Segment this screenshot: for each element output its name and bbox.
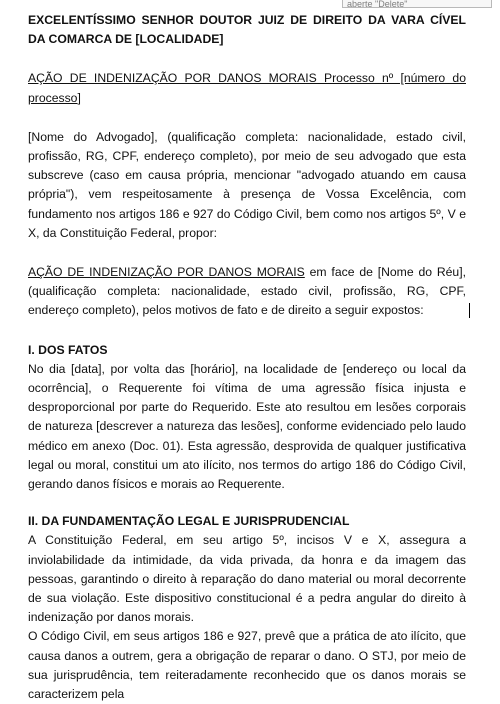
action-paragraph	[28, 263, 466, 321]
spacer	[28, 243, 466, 263]
section-2-paragraph-2: O Código Civil, em seus artigos 186 e 927, prevê que a prática de ato ilícito, que causa danos a outrem, gera a obrigação de reparar o dano. O STJ, por meio de sua jurisprudência, tem reiteradamente reconhecido que os danos morais se caracterizem pela	[28, 629, 466, 702]
spacer	[28, 321, 466, 341]
document-page	[28, 11, 466, 704]
section-1-title: I. DOS FATOS	[28, 342, 108, 357]
intro-paragraph: [Nome do Advogado], (qualificação completa: nacionalidade, estado civil, profissão, RG, CPF, endereço completo), por meio de seu advogado que esta subscreve (caso em causa própria, mencionar "advogado atuando em causa própria"), vem respeitosamente à presença de Vossa Excelência, com fundamento nos artigos 186 e 927 do Código Civil, bem como nos artigos 5º, V e X, da Constituição Federal, propor:	[28, 129, 466, 240]
action-phrase: AÇÃO DE INDENIZAÇÃO POR DANOS MORAIS	[28, 265, 305, 280]
document-heading: EXCELENTÍSSIMO SENHOR DOUTOR JUIZ DE DIREITO DA VARA CÍVEL DA COMARCA DE [LOCALIDADE]	[28, 13, 466, 47]
spacer	[28, 108, 466, 128]
action-rest: em face de [Nome do Réu], (qualificação completa: nacionalidade, estado civil, profissão, RG, CPF, endereço completo), pelos motivos de fato e de direito a seguir expostos:	[28, 265, 466, 318]
section-2-paragraph-1: A Constituição Federal, em seu artigo 5º, incisos V e X, assegura a inviolabilidade da intimidade, da vida privada, da honra e da imagem das pessoas, garantindo o direito à reparação do dano material ou moral decorrente de sua violação. Este dispositivo constitucional é a pedra angular do direito à indenização por danos morais.	[28, 533, 466, 625]
spacer	[28, 49, 466, 69]
action-title: AÇÃO DE INDENIZAÇÃO POR DANOS MORAIS Processo nº [número do processo]	[28, 71, 466, 105]
delete-hint-tooltip: aberte "Delete"	[342, 0, 492, 8]
spacer	[28, 494, 466, 512]
section-1-text[interactable]: No dia [data], por volta das [horário], na localidade de [endereço ou local da ocorrência], o Requerente foi vítima de uma agressão física injusta e desproporcional por parte do Requerido. Este ato resultou em lesões corporais de natureza [descrever a natureza das lesões], conforme evidenciado pelo laudo médico em anexo (Doc. 01). Esta agressão, desprovida de qualquer justificativa legal ou moral, constitui um ato ilícito, nos termos do artigo 186 do Código Civil, gerando danos físicos e morais ao Requerente.	[28, 361, 466, 492]
text-cursor	[469, 303, 470, 318]
section-2-title: II. DA FUNDAMENTAÇÃO LEGAL E JURISPRUDENCIAL	[28, 514, 350, 529]
